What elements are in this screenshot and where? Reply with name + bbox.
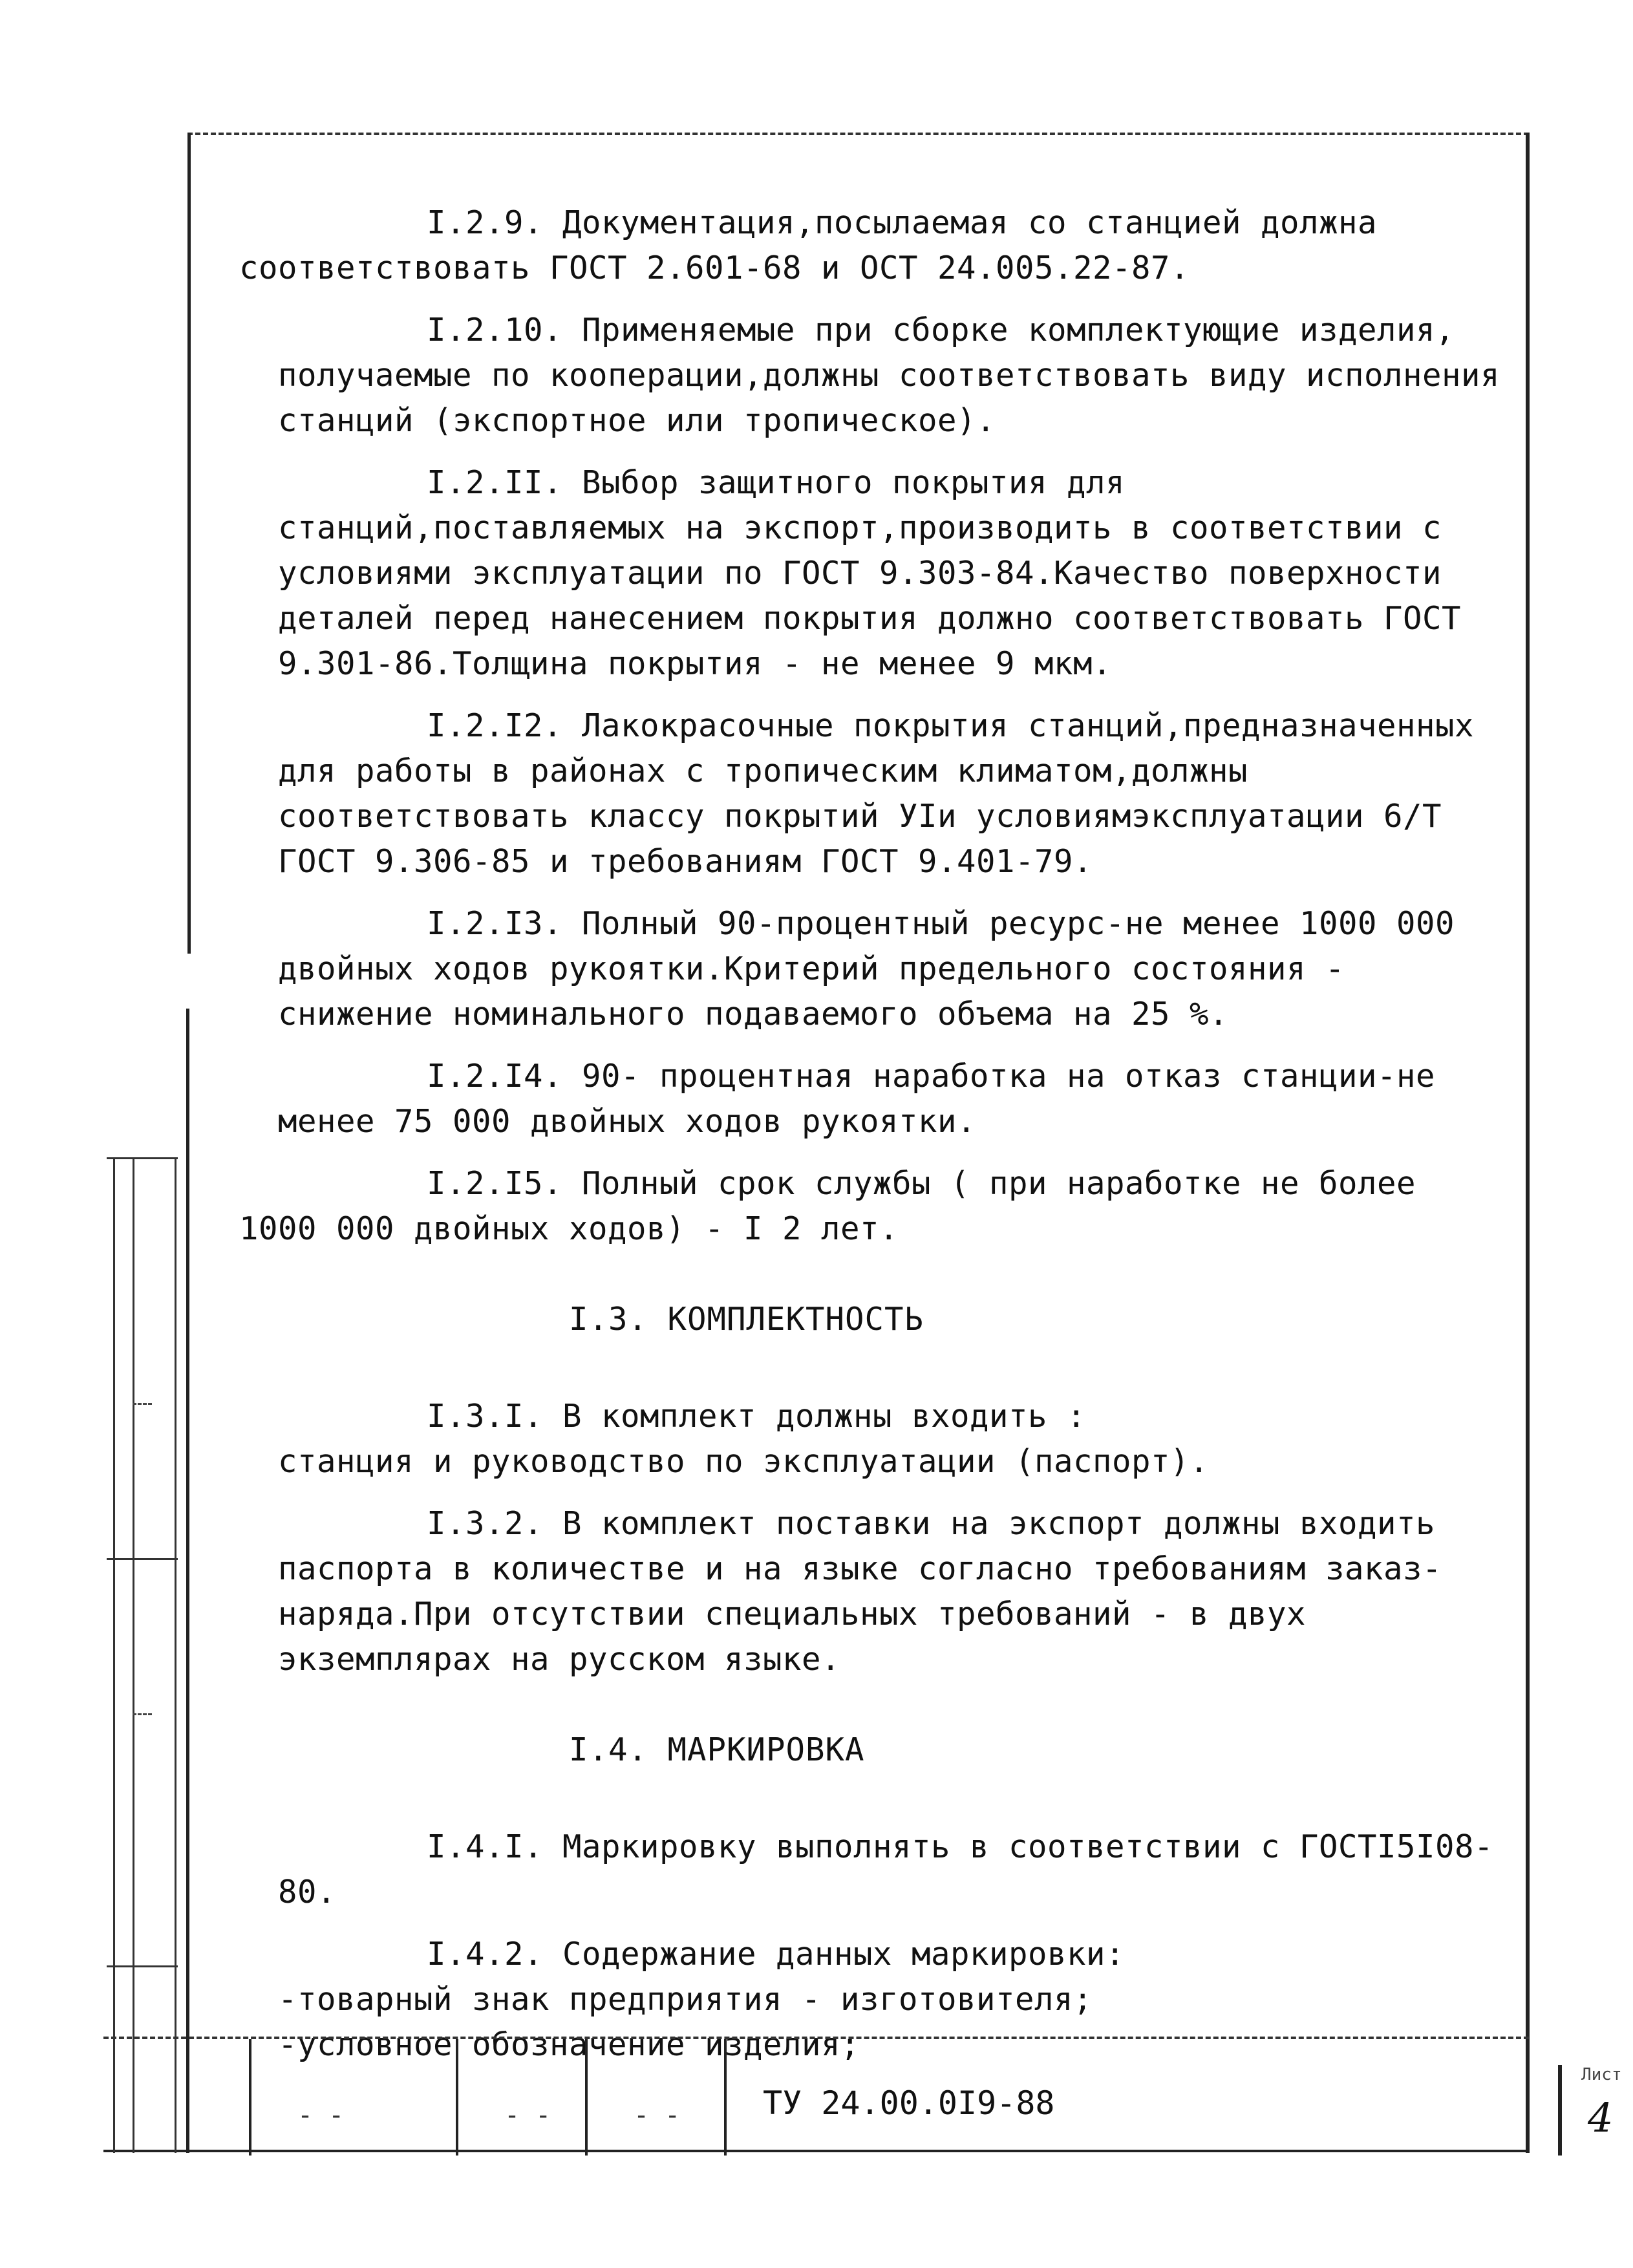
paragraph-1-2-12: I.2.I2. Лакокрасочные покрытия станций,предназначенных для работы в районах с тропическим климатом,должны соответствовать классу покрытий УIи условиямэксплуатации 6/Т ГОСТ 9.306-85 и требованиям ГОСТ 9.401-79.	[278, 707, 1475, 880]
page-number-cell	[1558, 2065, 1633, 2156]
frame-left-border-lower	[186, 1009, 189, 2153]
marking-list-item: -товарный знак предприятия - изготовителя;	[278, 1981, 1093, 2018]
document-body	[239, 200, 1513, 2068]
margin-rule	[107, 1965, 178, 1967]
margin-line	[133, 1157, 134, 2153]
paragraph-1-3-1: I.3.I. В комплект должны входить :	[427, 1398, 1087, 1435]
paragraph-1-2-9: I.2.9. Документация,посылаемая со станцией должна соответствовать ГОСТ 2.601-68 и ОСТ 24.005.22-87.	[239, 204, 1378, 286]
paragraph-1-2-10: I.2.10. Применяемые при сборке комплектующие изделия, получаемые по кооперации,должны соответствовать виду исполнения станций (экспортное или тропическое).	[278, 312, 1500, 439]
paragraph-1-4-2: I.4.2. Содержание данных маркировки:	[427, 1936, 1126, 1973]
margin-rule	[107, 1558, 178, 1560]
margin-line	[113, 1157, 115, 2153]
title-block-cell	[456, 2039, 458, 2156]
frame-top-border	[187, 133, 1529, 135]
title-block-dash: - -	[297, 2101, 345, 2130]
binding-margin-strip	[107, 1157, 178, 2153]
title-block-cell	[249, 2039, 251, 2156]
margin-tick	[133, 1713, 152, 1715]
paragraph-1-2-11: I.2.II. Выбор защитного покрытия для станций,поставляемых на экспорт,производить в соответствии с условиями эксплуатации по ГОСТ 9.303-84.Качество поверхности деталей перед нанесением покрытия должно соответствовать ГОСТ 9.301-86.Толщина покрытия - не менее 9 мкм.	[278, 464, 1462, 682]
title-block	[103, 2037, 1622, 2156]
frame-right-border	[1526, 133, 1530, 2153]
paragraph-1-4-1: I.4.I. Маркировку выполнять в соответствии с ГОСТI5I08-80.	[278, 1828, 1494, 1910]
page-number: 4	[1588, 2094, 1614, 2141]
paragraph-1-2-15: I.2.I5. Полный срок службы ( при наработке не более 1000 000 двойных ходов) - I 2 лет.	[239, 1165, 1416, 1247]
margin-line	[175, 1157, 176, 2153]
title-block-cell	[585, 2039, 588, 2156]
paragraph-1-3-1-cont: станция и руководство по эксплуатации (паспорт).	[278, 1443, 1210, 1480]
title-block-dash: - -	[504, 2101, 551, 2130]
frame-left-border	[187, 133, 191, 954]
document-code: ТУ 24.00.0I9-88	[763, 2084, 1055, 2122]
section-title-completeness: I.3. КОМПЛЕКТНОСТЬ	[569, 1301, 924, 1338]
title-block-cell	[724, 2039, 727, 2156]
paragraph-1-2-13: I.2.I3. Полный 90-процентный ресурс-не менее 1000 000 двойных ходов рукоятки.Критерий предельного состояния - снижение номинального подаваемого объема на 25 %.	[278, 905, 1455, 1032]
section-title-marking: I.4. МАРКИРОВКА	[569, 1731, 865, 1768]
paragraph-1-2-14: I.2.I4. 90- процентная наработка на отказ станции-не менее 75 000 двойных ходов рукоятки.	[278, 1058, 1436, 1140]
margin-rule	[107, 1157, 178, 1159]
title-block-dash: - -	[634, 2101, 681, 2130]
paragraph-1-3-2: I.3.2. В комплект поставки на экспорт должны входить паспорта в количестве и на языке согласно требованиям заказ-наряда.При отсутствии специальных требований - в двух экземплярах на русском языке.	[278, 1505, 1442, 1678]
marking-list-item: -условное обозначение изделия;	[278, 2026, 860, 2063]
margin-tick	[133, 1403, 152, 1405]
page-label: Лист	[1581, 2065, 1622, 2084]
